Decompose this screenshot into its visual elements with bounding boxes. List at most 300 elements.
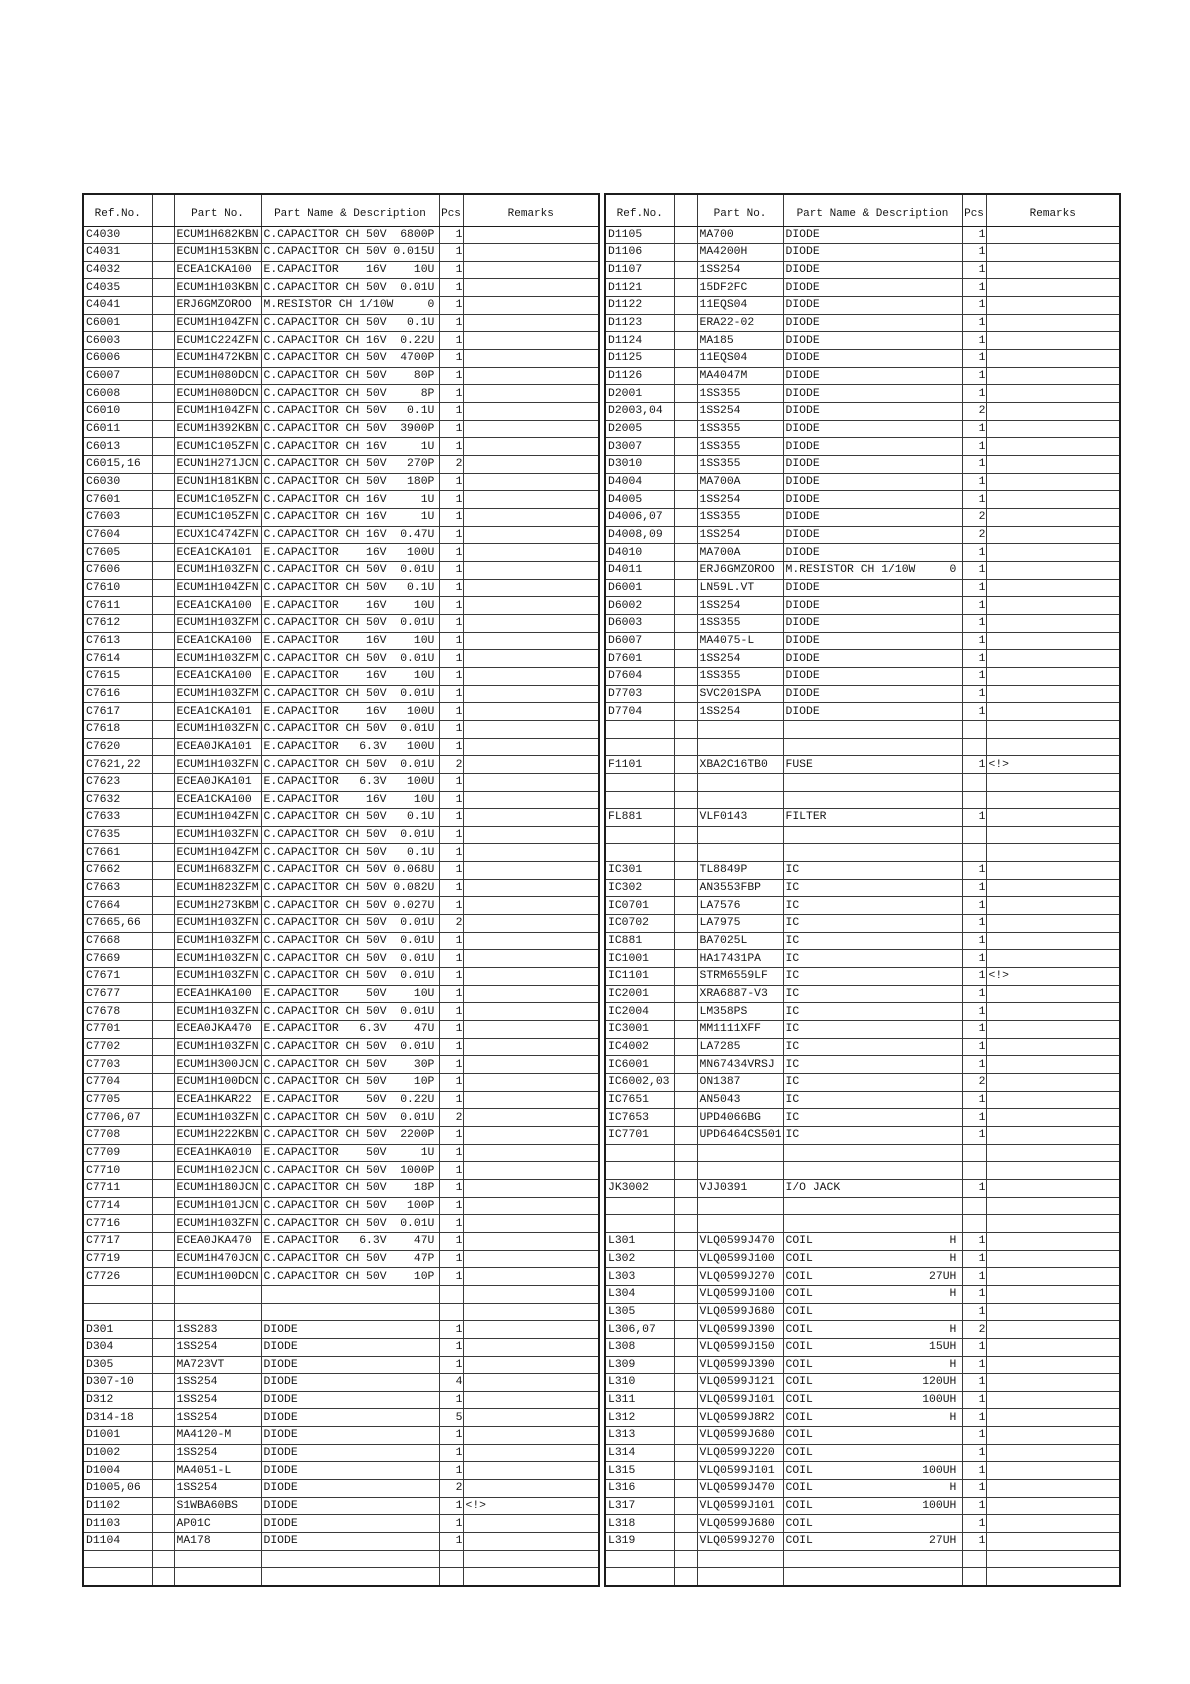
description-value <box>264 1445 435 1462</box>
ref-no-cell: IC3001 <box>605 1021 674 1039</box>
part-no-cell: VLQ0599J470 <box>697 1232 783 1250</box>
part-no-cell: ECEA1CKA100 <box>174 597 261 615</box>
remarks-cell <box>986 1427 1120 1445</box>
remarks-cell <box>463 879 599 897</box>
blank-cell <box>152 509 174 527</box>
table-row <box>605 1091 1120 1109</box>
part-no-cell: VLQ0599J101 <box>697 1462 783 1480</box>
description-cell <box>783 1162 962 1180</box>
ref-no-cell <box>83 1568 152 1586</box>
ref-no-cell: C7709 <box>83 1144 152 1162</box>
part-no-cell: VLQ0599J121 <box>697 1374 783 1392</box>
description-text: DIODE <box>263 1500 298 1513</box>
remarks-cell <box>463 1091 599 1109</box>
pcs-cell: 1 <box>439 809 463 827</box>
blank-cell <box>152 350 174 368</box>
description-cell <box>783 1179 962 1197</box>
description-text: COIL <box>785 1535 813 1548</box>
remarks-cell <box>463 756 599 774</box>
description-value: 10U <box>413 599 435 612</box>
remarks-cell <box>986 561 1120 579</box>
ref-no-cell <box>83 1303 152 1321</box>
pcs-cell: 1 <box>962 968 986 986</box>
ref-no-cell <box>605 1568 674 1586</box>
blank-row <box>605 1215 1120 1233</box>
header-part-no: Part No. <box>697 194 783 226</box>
part-no-cell: MM1111XFF <box>697 1021 783 1039</box>
part-no-cell: VLQ0599J100 <box>697 1285 783 1303</box>
remarks-cell <box>986 473 1120 491</box>
blank-cell <box>674 1021 697 1039</box>
table-row <box>605 1515 1120 1533</box>
description-text: DIODE <box>785 423 820 436</box>
blank-cell <box>152 773 174 791</box>
description-value: 0.22U <box>400 334 435 347</box>
description-text: COIL <box>785 1323 813 1336</box>
description-value <box>786 438 957 455</box>
description-text: C.CAPACITOR CH 50V <box>263 723 387 736</box>
table-row <box>83 1480 599 1498</box>
description-text: E.CAPACITOR <box>263 1146 339 1159</box>
description-value <box>264 1515 435 1532</box>
part-no-cell: ECUM1C105ZFN <box>174 509 261 527</box>
blank-cell <box>674 420 697 438</box>
remarks-cell <box>986 1480 1120 1498</box>
description-text: I/O JACK <box>785 1182 841 1195</box>
remarks-cell: <!> <box>986 756 1120 774</box>
remarks-cell <box>986 385 1120 403</box>
pcs-cell: 1 <box>962 650 986 668</box>
remarks-cell <box>463 915 599 933</box>
part-no-cell: ECUM1H103ZFN <box>174 720 261 738</box>
remarks-cell <box>986 1232 1120 1250</box>
blank-cell <box>152 1374 174 1392</box>
ref-no-cell: FL881 <box>605 809 674 827</box>
pcs-cell: 1 <box>962 1497 986 1515</box>
blank-cell <box>152 473 174 491</box>
blank-cell <box>152 1321 174 1339</box>
description-text: C.CAPACITOR CH 50V <box>263 1005 387 1018</box>
description-value: 0.01U <box>400 829 435 842</box>
pcs-cell: 1 <box>962 703 986 721</box>
description-text: IC <box>785 1093 800 1106</box>
part-no-cell: MA4047M <box>697 367 783 385</box>
part-no-cell: ECUM1H103ZFM <box>174 932 261 950</box>
part-no-cell <box>174 1285 261 1303</box>
table-row <box>83 720 599 738</box>
description-text: DIODE <box>785 352 820 365</box>
pcs-cell: 1 <box>962 985 986 1003</box>
remarks-cell <box>463 720 599 738</box>
ref-no-cell: D305 <box>83 1356 152 1374</box>
description-text: C.CAPACITOR CH 50V <box>263 917 387 930</box>
part-no-cell: ECUM1H103ZFN <box>174 1215 261 1233</box>
description-cell <box>261 1197 439 1215</box>
remarks-cell <box>986 1374 1120 1392</box>
part-no-cell: VLQ0599J390 <box>697 1356 783 1374</box>
description-text: DIODE <box>785 264 820 277</box>
ref-no-cell <box>605 826 674 844</box>
part-no-cell: MA700A <box>697 544 783 562</box>
table-row <box>605 244 1120 262</box>
remarks-cell <box>986 244 1120 262</box>
blank-row <box>83 1285 599 1303</box>
description-value <box>786 668 957 685</box>
pcs-cell: 1 <box>439 1515 463 1533</box>
part-no-cell: 1SS283 <box>174 1321 261 1339</box>
part-no-cell: ECUM1H100DCN <box>174 1074 261 1092</box>
table-row <box>83 473 599 491</box>
part-no-cell: HA17431PA <box>697 950 783 968</box>
description-value: 100U <box>407 546 435 559</box>
table-row <box>605 279 1120 297</box>
description-cell <box>783 438 962 456</box>
description-cell <box>783 826 962 844</box>
blank-cell <box>152 1197 174 1215</box>
description-cell <box>783 261 962 279</box>
blank-cell <box>152 685 174 703</box>
remarks-cell <box>463 1462 599 1480</box>
ref-no-cell: D1001 <box>83 1427 152 1445</box>
table-row <box>605 614 1120 632</box>
blank-cell <box>152 1144 174 1162</box>
ref-no-cell: L301 <box>605 1232 674 1250</box>
pcs-cell: 1 <box>962 667 986 685</box>
description-value <box>786 933 957 950</box>
remarks-cell <box>463 950 599 968</box>
description-cell <box>783 1338 962 1356</box>
remarks-cell <box>986 1303 1120 1321</box>
description-cell <box>261 1568 439 1586</box>
description-value: 0.01U <box>400 617 435 630</box>
part-no-cell: 1SS254 <box>697 403 783 421</box>
part-no-cell: VLQ0599J101 <box>697 1391 783 1409</box>
table-row <box>605 261 1120 279</box>
ref-no-cell: C7671 <box>83 968 152 986</box>
table-row <box>605 1179 1120 1197</box>
description-text: E.CAPACITOR <box>263 793 339 806</box>
remarks-cell <box>986 491 1120 509</box>
description-cell <box>783 1215 962 1233</box>
blank-cell <box>152 1480 174 1498</box>
remarks-cell <box>986 809 1120 827</box>
ref-no-cell: IC2001 <box>605 985 674 1003</box>
description-rating: 16V <box>366 264 387 277</box>
description-text: C.CAPACITOR CH 50V <box>263 687 387 700</box>
blank-cell <box>674 1250 697 1268</box>
description-value <box>264 1568 435 1584</box>
pcs-cell: 1 <box>439 650 463 668</box>
description-rating: 16V <box>366 705 387 718</box>
pcs-cell: 1 <box>439 1144 463 1162</box>
part-no-cell: VLQ0599J220 <box>697 1444 783 1462</box>
description-value <box>786 1109 957 1126</box>
blank-cell <box>152 1250 174 1268</box>
part-no-cell: 1SS254 <box>697 526 783 544</box>
pcs-cell <box>962 738 986 756</box>
description-text: DIODE <box>785 317 820 330</box>
ref-no-cell: C4041 <box>83 297 152 315</box>
table-row <box>605 1444 1120 1462</box>
description-value <box>786 1162 957 1179</box>
description-cell <box>783 1550 962 1568</box>
blank-cell <box>674 438 697 456</box>
ref-no-cell: IC7653 <box>605 1109 674 1127</box>
description-cell <box>261 703 439 721</box>
description-value <box>264 1321 435 1338</box>
description-value: 10U <box>413 793 435 806</box>
remarks-cell <box>986 862 1120 880</box>
remarks-cell <box>986 950 1120 968</box>
description-value <box>786 580 957 597</box>
remarks-cell <box>463 667 599 685</box>
blank-cell <box>674 491 697 509</box>
ref-no-cell: D1104 <box>83 1533 152 1551</box>
pcs-cell <box>962 1144 986 1162</box>
remarks-cell <box>463 314 599 332</box>
header-ref-no: Ref.No. <box>83 194 152 226</box>
blank-cell <box>152 1056 174 1074</box>
description-cell <box>261 1303 439 1321</box>
part-no-cell: VLQ0599J100 <box>697 1250 783 1268</box>
description-text: DIODE <box>263 1482 298 1495</box>
table-row <box>83 1126 599 1144</box>
pcs-cell: 4 <box>439 1374 463 1392</box>
description-rating: 6.3V <box>359 740 387 753</box>
table-row <box>83 1074 599 1092</box>
blank-cell <box>152 1268 174 1286</box>
description-cell <box>261 491 439 509</box>
remarks-cell <box>463 1568 599 1586</box>
description-text: C.CAPACITOR CH 50V <box>263 1164 387 1177</box>
description-cell <box>261 950 439 968</box>
description-cell <box>783 703 962 721</box>
description-text: C.CAPACITOR CH 50V <box>263 1199 387 1212</box>
remarks-cell <box>463 1285 599 1303</box>
description-value <box>786 1304 957 1321</box>
part-no-cell: VLF0143 <box>697 809 783 827</box>
remarks-cell <box>463 1162 599 1180</box>
pcs-cell: 1 <box>962 279 986 297</box>
ref-no-cell: D7604 <box>605 667 674 685</box>
blank-cell <box>152 579 174 597</box>
remarks-cell <box>463 491 599 509</box>
pcs-cell: 1 <box>439 826 463 844</box>
remarks-cell <box>463 862 599 880</box>
blank-row <box>605 1162 1120 1180</box>
description-cell <box>261 403 439 421</box>
ref-no-cell: C7664 <box>83 897 152 915</box>
part-no-cell: 1SS254 <box>174 1374 261 1392</box>
description-text: DIODE <box>785 511 820 524</box>
description-text: C.CAPACITOR CH 50V <box>263 387 387 400</box>
part-no-cell: ECEA1CKA100 <box>174 632 261 650</box>
description-cell <box>261 756 439 774</box>
part-no-cell: LN59L.VT <box>697 579 783 597</box>
description-text: M.RESISTOR CH 1/10W <box>785 564 916 577</box>
description-cell <box>261 244 439 262</box>
blank-cell <box>152 261 174 279</box>
description-value: 0 <box>949 564 957 577</box>
description-cell <box>261 1162 439 1180</box>
blank-cell <box>674 1215 697 1233</box>
description-text: IC <box>785 899 800 912</box>
description-cell <box>783 1074 962 1092</box>
description-cell <box>783 1533 962 1551</box>
remarks-cell <box>986 1338 1120 1356</box>
part-no-cell: 1SS355 <box>697 385 783 403</box>
part-no-cell: UPD4066BG <box>697 1109 783 1127</box>
description-cell <box>261 261 439 279</box>
description-value: 0.082U <box>393 882 435 895</box>
remarks-cell <box>463 226 599 244</box>
description-cell <box>261 350 439 368</box>
pcs-cell: 1 <box>439 314 463 332</box>
description-text: COIL <box>785 1500 813 1513</box>
ref-no-cell: D1126 <box>605 367 674 385</box>
description-cell <box>261 1462 439 1480</box>
table-row <box>605 1056 1120 1074</box>
part-no-cell <box>697 1215 783 1233</box>
ref-no-cell: C4035 <box>83 279 152 297</box>
description-text: E.CAPACITOR <box>263 546 339 559</box>
pcs-cell: 2 <box>439 756 463 774</box>
remarks-cell <box>986 720 1120 738</box>
pcs-cell: 1 <box>962 1268 986 1286</box>
description-cell <box>783 1003 962 1021</box>
pcs-cell: 2 <box>439 1109 463 1127</box>
description-cell <box>783 879 962 897</box>
description-value <box>786 509 957 526</box>
blank-row <box>605 1197 1120 1215</box>
ref-no-cell: L309 <box>605 1356 674 1374</box>
description-text: IC <box>785 1111 800 1124</box>
description-text: IC <box>785 1005 800 1018</box>
blank-row <box>605 1144 1120 1162</box>
part-no-cell: 1SS355 <box>697 420 783 438</box>
blank-cell <box>674 350 697 368</box>
pcs-cell: 1 <box>439 1533 463 1551</box>
description-value <box>786 792 957 809</box>
table-row <box>605 862 1120 880</box>
remarks-cell <box>463 1338 599 1356</box>
description-text: C.CAPACITOR CH 50V <box>263 317 387 330</box>
blank-cell <box>674 1374 697 1392</box>
blank-cell <box>674 1568 697 1586</box>
remarks-cell <box>463 1232 599 1250</box>
blank-cell <box>674 703 697 721</box>
remarks-cell <box>986 1444 1120 1462</box>
blank-cell <box>674 862 697 880</box>
description-cell <box>261 1003 439 1021</box>
part-no-cell: ECUM1H104ZFN <box>174 403 261 421</box>
remarks-cell <box>463 1215 599 1233</box>
remarks-cell <box>463 332 599 350</box>
description-cell <box>261 332 439 350</box>
description-value: 0.01U <box>400 970 435 983</box>
part-no-cell: ECEA0JKA101 <box>174 773 261 791</box>
table-row <box>83 367 599 385</box>
remarks-cell <box>986 597 1120 615</box>
part-no-cell: MA700A <box>697 473 783 491</box>
description-text: FILTER <box>785 811 827 824</box>
table-row <box>83 1179 599 1197</box>
description-cell <box>783 809 962 827</box>
description-text: DIODE <box>263 1358 298 1371</box>
ref-no-cell: D7704 <box>605 703 674 721</box>
description-value: 3900P <box>400 423 435 436</box>
table-row <box>83 1409 599 1427</box>
ref-no-cell: C7661 <box>83 844 152 862</box>
header-part-no: Part No. <box>174 194 261 226</box>
description-rating: 16V <box>366 793 387 806</box>
description-value: 120UH <box>922 1376 957 1389</box>
ref-no-cell <box>605 844 674 862</box>
description-cell <box>261 579 439 597</box>
table-row <box>83 844 599 862</box>
part-no-cell: ERJ6GMZOROO <box>174 297 261 315</box>
ref-no-cell: C4031 <box>83 244 152 262</box>
blank-cell <box>674 756 697 774</box>
blank-cell <box>152 1409 174 1427</box>
pcs-cell: 1 <box>439 667 463 685</box>
ref-no-cell: C7616 <box>83 685 152 703</box>
header-row <box>83 194 599 226</box>
pcs-cell: 1 <box>962 579 986 597</box>
table-row <box>605 1374 1120 1392</box>
blank-cell <box>152 650 174 668</box>
table-row <box>605 332 1120 350</box>
ref-no-cell: C6006 <box>83 350 152 368</box>
blank-cell <box>152 279 174 297</box>
table-row <box>605 1303 1120 1321</box>
pcs-cell: 1 <box>439 261 463 279</box>
part-no-cell: ECUM1H103KBN <box>174 279 261 297</box>
table-row <box>83 456 599 474</box>
remarks-cell <box>986 685 1120 703</box>
description-value <box>786 597 957 614</box>
pcs-cell: 1 <box>439 950 463 968</box>
ref-no-cell: C7662 <box>83 862 152 880</box>
remarks-cell <box>986 367 1120 385</box>
remarks-cell <box>986 438 1120 456</box>
part-no-cell: VLQ0599J680 <box>697 1515 783 1533</box>
description-value: 100UH <box>922 1394 957 1407</box>
blank-cell <box>674 1391 697 1409</box>
table-row <box>83 1533 599 1551</box>
remarks-cell <box>463 932 599 950</box>
description-value: 47U <box>413 1235 435 1248</box>
blank-cell <box>674 879 697 897</box>
description-value <box>786 809 957 826</box>
ref-no-cell <box>605 738 674 756</box>
remarks-cell <box>986 297 1120 315</box>
ref-no-cell: C7605 <box>83 544 152 562</box>
blank-cell <box>674 685 697 703</box>
description-text: C.CAPACITOR CH 50V <box>263 564 387 577</box>
part-no-cell: 1SS355 <box>697 456 783 474</box>
remarks-cell <box>463 244 599 262</box>
part-no-cell: 1SS254 <box>697 261 783 279</box>
blank-cell <box>674 314 697 332</box>
remarks-cell <box>463 1427 599 1445</box>
table-row <box>605 579 1120 597</box>
description-cell <box>261 1444 439 1462</box>
remarks-cell <box>986 1550 1120 1568</box>
ref-no-cell: L302 <box>605 1250 674 1268</box>
description-text: IC <box>785 1041 800 1054</box>
description-text: COIL <box>785 1235 813 1248</box>
